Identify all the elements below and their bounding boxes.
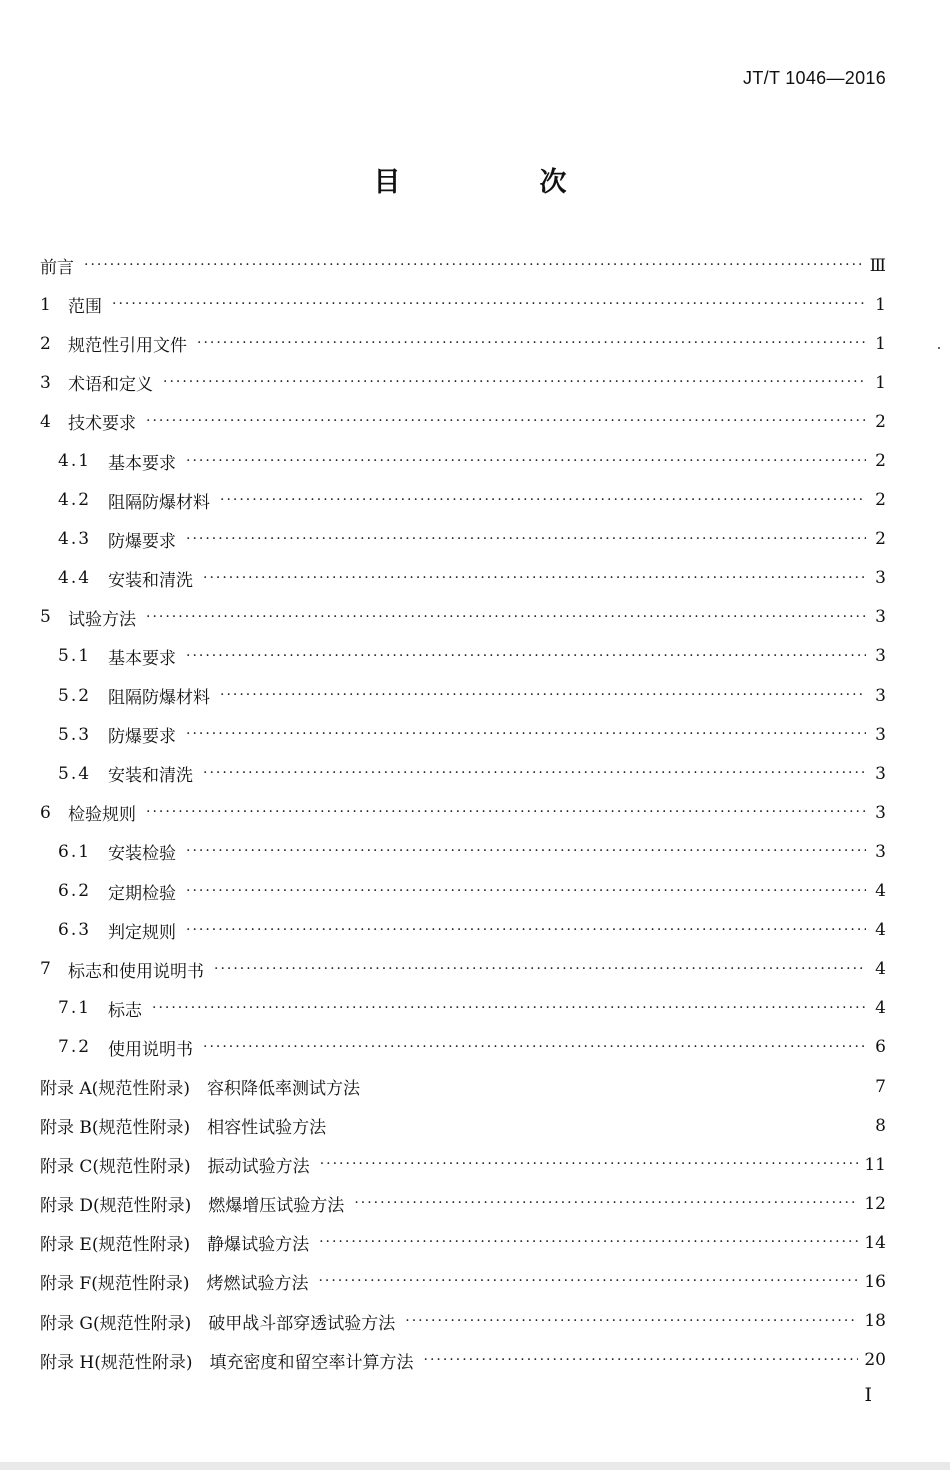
toc-entry[interactable] bbox=[40, 598, 886, 637]
toc-entry[interactable] bbox=[40, 676, 886, 715]
toc-entry-label: 防爆要求 bbox=[108, 727, 176, 748]
toc-entry-page: 6 bbox=[875, 1037, 886, 1058]
toc-entry-number: 5.4 bbox=[58, 763, 92, 784]
dot-leader bbox=[146, 804, 866, 821]
toc-entry-label: 安装和清洗 bbox=[108, 766, 193, 787]
toc-entry-page: 18 bbox=[864, 1311, 886, 1332]
toc-entry[interactable] bbox=[40, 950, 886, 989]
toc-entry-label: 判定规则 bbox=[108, 922, 176, 943]
toc-entry-page: 2 bbox=[875, 451, 886, 472]
toc-entry-label: 阻隔防爆材料 bbox=[108, 688, 210, 709]
dot-leader bbox=[163, 374, 866, 391]
toc-entry-number: 4 bbox=[40, 411, 51, 432]
toc-entry-page: 4 bbox=[875, 959, 886, 980]
standard-code: JT/T 1046—2016 bbox=[743, 68, 886, 88]
toc-entry-label: 附录 G(规范性附录) 破甲战斗部穿透试验方法 bbox=[40, 1313, 396, 1334]
dot-leader bbox=[354, 1195, 858, 1212]
toc-entry[interactable] bbox=[40, 285, 886, 324]
toc-entry-number: 7.2 bbox=[58, 1037, 92, 1058]
toc-entry-label: 范围 bbox=[68, 297, 102, 318]
toc-entry-page: 3 bbox=[875, 763, 886, 784]
toc-entry-page: 12 bbox=[864, 1193, 886, 1214]
page-bottom-edge bbox=[0, 1462, 950, 1470]
page-title: 目 次 bbox=[373, 167, 623, 198]
toc-entry[interactable] bbox=[40, 1067, 886, 1106]
toc-entry-label: 防爆要求 bbox=[108, 531, 176, 552]
toc-entry-number: 4.4 bbox=[58, 568, 92, 589]
toc-entry-page: 14 bbox=[864, 1232, 886, 1253]
page-number: I bbox=[864, 1384, 872, 1406]
toc-entry[interactable] bbox=[40, 637, 886, 676]
toc-entry-number: 6 bbox=[40, 802, 51, 823]
toc-entry-page: 11 bbox=[864, 1154, 886, 1175]
toc-entry-page: 16 bbox=[864, 1271, 886, 1292]
toc-entry-label: 附录 A(规范性附录) 容积降低率测试方法 bbox=[40, 1079, 360, 1100]
dot-leader bbox=[220, 687, 866, 704]
toc-entry-number: 2 bbox=[40, 333, 51, 354]
toc-entry-page: 8 bbox=[875, 1115, 886, 1136]
toc-entry-label: 试验方法 bbox=[68, 609, 136, 630]
dot-leader bbox=[186, 453, 866, 470]
toc-entry-label: 基本要求 bbox=[108, 453, 176, 474]
toc-entry[interactable] bbox=[40, 715, 886, 754]
toc-entry[interactable] bbox=[40, 1302, 886, 1341]
toc-entry-label: 附录 F(规范性附录) 烤燃试验方法 bbox=[40, 1274, 309, 1295]
toc-entry[interactable] bbox=[40, 402, 886, 441]
dot-leader bbox=[146, 609, 866, 626]
toc-entry[interactable] bbox=[40, 481, 886, 520]
toc-entry[interactable] bbox=[40, 559, 886, 598]
dot-leader bbox=[186, 922, 866, 939]
dot-leader bbox=[405, 1313, 858, 1330]
toc-entry-page: 4 bbox=[875, 920, 886, 941]
toc-entry[interactable] bbox=[40, 363, 886, 402]
dot-leader bbox=[186, 843, 866, 860]
toc-entry-number: 6.1 bbox=[58, 841, 92, 862]
dot-leader bbox=[186, 726, 866, 743]
toc-entry-page: 3 bbox=[875, 724, 886, 745]
toc-entry-number: 5.3 bbox=[58, 724, 92, 745]
toc-entry-label: 附录 H(规范性附录) 填充密度和留空率计算方法 bbox=[40, 1352, 414, 1373]
toc-entry[interactable] bbox=[40, 520, 886, 559]
toc-entry-number: 5.1 bbox=[58, 646, 92, 667]
scan-speck bbox=[938, 347, 940, 349]
toc-entry-number: 5 bbox=[40, 607, 51, 628]
toc-entry-label: 使用说明书 bbox=[108, 1039, 193, 1060]
dot-leader bbox=[146, 413, 866, 430]
toc-entry-label: 检验规则 bbox=[68, 805, 136, 826]
dot-leader bbox=[424, 1352, 859, 1369]
toc-entry-page: 1 bbox=[875, 333, 886, 354]
toc-entry-number: 3 bbox=[40, 372, 51, 393]
toc-entry-label: 标志 bbox=[108, 1000, 142, 1021]
toc-entry-number: 7.1 bbox=[58, 998, 92, 1019]
toc-entry[interactable] bbox=[40, 441, 886, 480]
toc-entry-label: 技术要求 bbox=[68, 414, 136, 435]
dot-leader bbox=[319, 1234, 858, 1251]
toc-entry-page: 3 bbox=[875, 685, 886, 706]
toc-entry-label: 定期检验 bbox=[108, 883, 176, 904]
toc-entry[interactable] bbox=[40, 989, 886, 1028]
toc-entry-page: 4 bbox=[875, 881, 886, 902]
dot-leader bbox=[112, 296, 866, 313]
toc-entry-label: 附录 B(规范性附录) 相容性试验方法 bbox=[40, 1118, 327, 1139]
toc-entry-label: 标志和使用说明书 bbox=[68, 961, 204, 982]
dot-leader bbox=[186, 648, 866, 665]
dot-leader bbox=[186, 531, 866, 548]
toc-entry-label: 基本要求 bbox=[108, 648, 176, 669]
dot-leader bbox=[152, 1000, 866, 1017]
toc-entry-label: 规范性引用文件 bbox=[68, 336, 187, 357]
toc-entry-page: 7 bbox=[875, 1076, 886, 1097]
dot-leader bbox=[84, 257, 864, 274]
toc-entry[interactable] bbox=[40, 1262, 886, 1301]
toc-entry[interactable] bbox=[40, 1341, 886, 1380]
toc-entry-label: 阻隔防爆材料 bbox=[108, 492, 210, 513]
toc-entry-label: 附录 D(规范性附录) 燃爆增压试验方法 bbox=[40, 1196, 345, 1217]
dot-leader bbox=[197, 335, 866, 352]
toc-entry-number: 6.3 bbox=[58, 920, 92, 941]
toc-entry[interactable] bbox=[40, 832, 886, 871]
toc-entry[interactable] bbox=[40, 1223, 886, 1262]
toc-entry-number: 6.2 bbox=[58, 881, 92, 902]
toc-entry[interactable] bbox=[40, 246, 886, 285]
toc-entry-label: 术语和定义 bbox=[68, 375, 153, 396]
dot-leader bbox=[220, 492, 866, 509]
toc-entry-page: 3 bbox=[875, 802, 886, 823]
dot-leader bbox=[203, 570, 866, 587]
toc-entry[interactable] bbox=[40, 1106, 886, 1145]
toc-entry-page: 3 bbox=[875, 841, 886, 862]
toc-entry-page: 20 bbox=[864, 1350, 886, 1371]
toc-entry-page: 1 bbox=[875, 294, 886, 315]
toc-entry-number: 4.3 bbox=[58, 529, 92, 550]
toc-entry-label: 前言 bbox=[40, 258, 74, 279]
toc-entry-label: 附录 C(规范性附录) 振动试验方法 bbox=[40, 1157, 310, 1178]
toc-entry-number: 7 bbox=[40, 959, 51, 980]
dot-leader bbox=[214, 961, 866, 978]
toc-entry[interactable] bbox=[40, 872, 886, 911]
toc-entry-label: 安装检验 bbox=[108, 844, 176, 865]
toc-entry-page: 1 bbox=[875, 372, 886, 393]
dot-leader bbox=[203, 1039, 866, 1056]
toc-entry[interactable] bbox=[40, 1028, 886, 1067]
table-of-contents bbox=[40, 246, 886, 1380]
toc-entry-page: 3 bbox=[875, 568, 886, 589]
dot-leader bbox=[186, 883, 866, 900]
toc-entry-page: 3 bbox=[875, 607, 886, 628]
toc-entry-page: 2 bbox=[875, 411, 886, 432]
toc-entry[interactable] bbox=[40, 1184, 886, 1223]
toc-entry[interactable] bbox=[40, 911, 886, 950]
toc-entry-number: 4.2 bbox=[58, 490, 92, 511]
toc-entry-label: 附录 E(规范性附录) 静爆试验方法 bbox=[40, 1235, 310, 1256]
toc-entry-page: Ⅲ bbox=[869, 255, 886, 276]
dot-leader bbox=[203, 765, 866, 782]
toc-entry-page: 2 bbox=[875, 529, 886, 550]
toc-entry-page: 2 bbox=[875, 490, 886, 511]
toc-entry-label: 安装和清洗 bbox=[108, 570, 193, 591]
toc-entry-number: 5.2 bbox=[58, 685, 92, 706]
toc-entry[interactable] bbox=[40, 324, 886, 363]
toc-entry-page: 3 bbox=[875, 646, 886, 667]
dot-leader bbox=[318, 1273, 858, 1290]
toc-entry-number: 4.1 bbox=[58, 451, 92, 472]
toc-entry-page: 4 bbox=[875, 998, 886, 1019]
dot-leader bbox=[320, 1156, 859, 1173]
toc-entry[interactable] bbox=[40, 754, 886, 793]
toc-entry[interactable] bbox=[40, 1145, 886, 1184]
toc-entry-number: 1 bbox=[40, 294, 51, 315]
toc-entry[interactable] bbox=[40, 793, 886, 832]
